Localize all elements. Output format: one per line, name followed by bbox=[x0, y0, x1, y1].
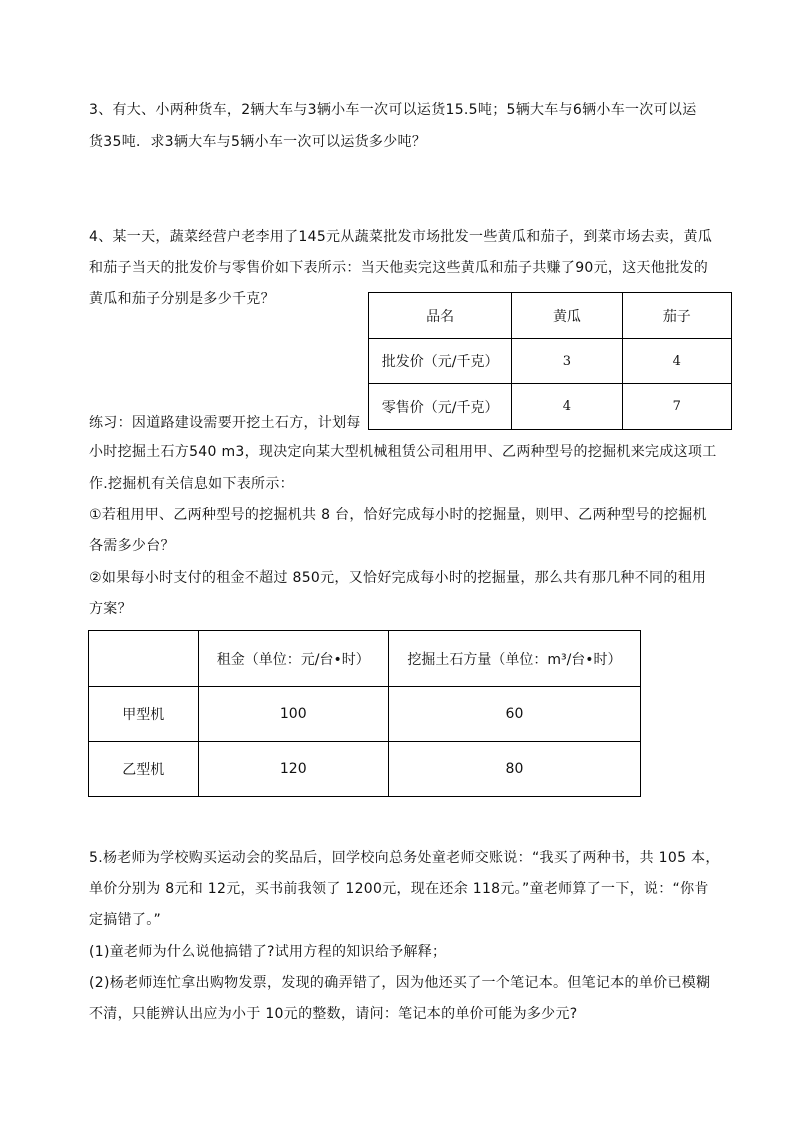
excavator-table-cell: 120 bbox=[198, 742, 388, 797]
excavator-table-cell: 60 bbox=[388, 687, 640, 742]
excavator-table-header-rent: 租金（单位：元/台•时） bbox=[198, 631, 388, 687]
price-table-cell: 4 bbox=[622, 339, 731, 384]
q3-line-1: 3、有大、小两种货车，2辆大车与3辆小车一次可以运货15.5吨；5辆大车与6辆小车一次可以运 bbox=[89, 102, 697, 118]
excavator-table-row-label: 甲型机 bbox=[89, 687, 199, 742]
excavator-table-header-row bbox=[89, 631, 641, 687]
q4-line-1: 4、某一天，蔬菜经营户老李用了145元从蔬菜批发市场批发一些黄瓜和茄子，到菜市场去卖，黄瓜 bbox=[89, 229, 713, 245]
q4-line-3: 黄瓜和茄子分别是多少千克？ bbox=[89, 291, 275, 307]
practice-line-1: 练习：因道路建设需要开挖土石方，计划每 bbox=[89, 415, 361, 431]
practice-line-6: ②如果每小时支付的租金不超过 850元，又恰好完成每小时的挖掘量，那么共有那几种不同的租用 bbox=[89, 570, 707, 586]
excavator-table-row bbox=[89, 742, 641, 797]
practice-line-4: ①若租用甲、乙两种型号的挖掘机共 8 台，恰好完成每小时的挖掘量，则甲、乙两种型号的挖掘机 bbox=[89, 507, 707, 523]
excavator-table-header-blank bbox=[89, 631, 199, 687]
excavator-table-row-label: 乙型机 bbox=[89, 742, 199, 797]
q5-line-6: 不清，只能辨认出应为小于 10元的整数，请问：笔记本的单价可能为多少元? bbox=[89, 1006, 578, 1022]
q5-line-5: (2)杨老师连忙拿出购物发票，发现的确弄错了，因为他还买了一个笔记本。但笔记本的单价已模糊 bbox=[89, 975, 711, 991]
excavator-table-header-volume: 挖掘土石方量（单位：m³/台•时） bbox=[388, 631, 640, 687]
price-table-row bbox=[369, 384, 732, 430]
price-table-header-row bbox=[369, 293, 732, 339]
price-table-row bbox=[369, 339, 732, 384]
practice-line-3: 作.挖掘机有关信息如下表所示： bbox=[89, 476, 294, 492]
excavator-table-cell: 80 bbox=[388, 742, 640, 797]
excavator-table-row bbox=[89, 687, 641, 742]
q3-line-2: 货35吨．求3辆大车与5辆小车一次可以运货多少吨？ bbox=[89, 134, 427, 150]
price-table-cell: 3 bbox=[512, 339, 622, 384]
price-table-row-label: 零售价（元/千克） bbox=[369, 384, 512, 430]
price-table-header-cucumber: 黄瓜 bbox=[512, 293, 622, 339]
price-table-header-eggplant: 茄子 bbox=[622, 293, 731, 339]
excavator-table bbox=[88, 630, 641, 797]
excavator-table-cell: 100 bbox=[198, 687, 388, 742]
practice-line-2: 小时挖掘土石方540 m3，现决定向某大型机械租赁公司租用甲、乙两种型号的挖掘机来完成这项工 bbox=[89, 444, 717, 460]
q5-line-1: 5.杨老师为学校购买运动会的奖品后，回学校向总务处童老师交账说：“我买了两种书，共 105 本， bbox=[89, 850, 720, 866]
price-table bbox=[368, 292, 732, 430]
practice-line-5: 各需多少台？ bbox=[89, 538, 175, 554]
price-table-row-label: 批发价（元/千克） bbox=[369, 339, 512, 384]
q5-line-4: (1)童老师为什么说他搞错了?试用方程的知识给予解释； bbox=[89, 944, 447, 960]
price-table-header-name: 品名 bbox=[369, 293, 512, 339]
practice-line-7: 方案？ bbox=[89, 601, 132, 617]
q5-line-3: 定搞错了。” bbox=[89, 912, 162, 928]
q5-line-2: 单价分别为 8元和 12元，买书前我领了 1200元，现在还余 118元。”童老师算了一下，说：“你肯 bbox=[89, 881, 709, 897]
price-table-cell: 7 bbox=[622, 384, 731, 430]
price-table-cell: 4 bbox=[512, 384, 622, 430]
q4-line-2: 和茄子当天的批发价与零售价如下表所示：当天他卖完这些黄瓜和茄子共赚了90元，这天他批发的 bbox=[89, 260, 709, 276]
